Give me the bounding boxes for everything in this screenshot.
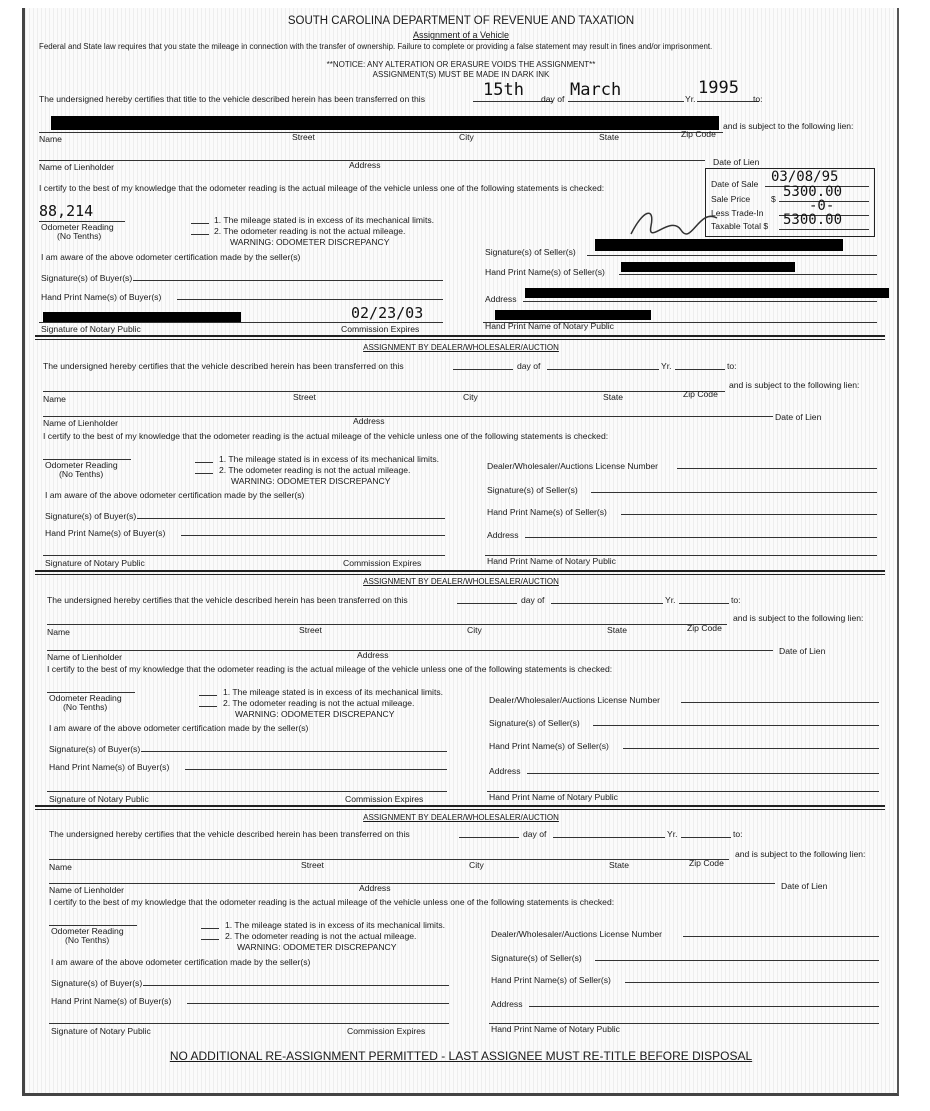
sig-sellers-field[interactable] xyxy=(593,725,879,726)
form-subtitle: Assignment of a Vehicle xyxy=(412,30,510,40)
aware-text: I am aware of the above odometer certification made by the seller(s) xyxy=(49,723,309,733)
sig-notary-label: Signature of Notary Public xyxy=(41,324,141,334)
sale-price-value: 5300.00 xyxy=(783,184,843,200)
checkbox-stmt2[interactable] xyxy=(191,234,209,235)
day-value: 15th xyxy=(483,80,524,100)
sig-sellers-field[interactable] xyxy=(595,960,879,961)
yr-label: Yr. xyxy=(665,595,676,605)
print-sellers-field[interactable] xyxy=(623,748,879,749)
city-label: City xyxy=(463,392,478,402)
date-of-sale-label: Date of Sale xyxy=(711,179,759,189)
date-of-lien-label: Date of Lien xyxy=(775,412,822,422)
month-field[interactable] xyxy=(553,837,665,838)
law-notice: Federal and State law requires that you state the mileage in connection with the transfer of ownership. Failure to complete or providing a false statement may result in fines and/or imprisonment. xyxy=(39,42,713,51)
day-field[interactable] xyxy=(459,837,519,838)
redacted-notary-signature xyxy=(43,312,241,322)
notary-signature-field[interactable] xyxy=(47,791,447,792)
to-label: to: xyxy=(733,829,743,839)
odometer-label: Odometer Reading xyxy=(49,693,122,703)
sig-buyers-label: Signature(s) of Buyer(s) xyxy=(45,511,137,521)
stmt2-text: 2. The odometer reading is not the actual mileage. xyxy=(219,465,411,475)
sig-sellers-label: Signature(s) of Seller(s) xyxy=(489,718,580,728)
lienholder-address-label: Address xyxy=(349,160,381,170)
certify-text: The undersigned hereby certifies that the vehicle described herein has been transferred on this xyxy=(47,595,408,605)
odometer-value: 88,214 xyxy=(39,202,94,220)
city-label: City xyxy=(459,132,474,142)
checkbox-stmt1[interactable] xyxy=(191,223,209,224)
certify-text: The undersigned hereby certifies that the vehicle described herein has been transferred on this xyxy=(49,829,410,839)
dealer-license-label: Dealer/Wholesaler/Auctions License Number xyxy=(489,695,660,705)
state-label: State xyxy=(603,392,624,402)
day-of-label: day of xyxy=(517,361,541,371)
lienholder-address-label: Address xyxy=(359,883,391,893)
sig-buyers-label: Signature(s) of Buyer(s) xyxy=(41,273,133,283)
state-label: State xyxy=(607,625,628,635)
warning-text: WARNING: ODOMETER DISCREPANCY xyxy=(230,237,390,247)
name-label: Name xyxy=(43,394,66,404)
redacted-buyer-address xyxy=(51,116,719,130)
commission-label: Commission Expires xyxy=(345,794,424,804)
odometer-cert-text: I certify to the best of my knowledge that the odometer reading is the actual mileage of the vehicle unless one of the following statements is checked: xyxy=(39,183,605,193)
redacted-seller-signature xyxy=(595,239,843,251)
commission-label: Commission Expires xyxy=(341,324,420,334)
lienholder-label: Name of Lienholder xyxy=(49,885,125,895)
dark-ink-notice: ASSIGNMENT(S) MUST BE MADE IN DARK INK xyxy=(372,70,550,79)
dealer-license-field[interactable] xyxy=(683,936,879,937)
commission-label: Commission Expires xyxy=(347,1026,426,1036)
print-buyers-label: Hand Print Name(s) of Buyer(s) xyxy=(45,528,166,538)
print-buyers-field[interactable] xyxy=(181,535,445,536)
stmt2-text: 2. The odometer reading is not the actual mileage. xyxy=(225,931,417,941)
warning-text: WARNING: ODOMETER DISCREPANCY xyxy=(231,476,391,486)
sig-buyers-field[interactable] xyxy=(137,518,445,519)
sale-price-dollar: $ xyxy=(771,194,776,204)
sig-buyers-field[interactable] xyxy=(141,751,447,752)
day-of-label: day of xyxy=(541,94,565,104)
dealer-license-label: Dealer/Wholesaler/Auctions License Number xyxy=(487,461,658,471)
print-buyers-label: Hand Print Name(s) of Buyer(s) xyxy=(41,292,162,302)
month-field[interactable] xyxy=(551,603,663,604)
year-value: 1995 xyxy=(698,78,739,98)
year-field[interactable] xyxy=(681,837,731,838)
print-buyers-label: Hand Print Name(s) of Buyer(s) xyxy=(51,996,172,1006)
year-field[interactable] xyxy=(675,369,725,370)
taxable-total-value: 5300.00 xyxy=(783,212,843,228)
dealer-heading: ASSIGNMENT BY DEALER/WHOLESALER/AUCTION xyxy=(363,577,559,586)
sig-buyers-label: Signature(s) of Buyer(s) xyxy=(51,978,143,988)
checkbox-stmt2[interactable] xyxy=(195,473,213,474)
seller-address-label: Address xyxy=(489,766,521,776)
odometer-cert-text: I certify to the best of my knowledge that the odometer reading is the actual mileage of the vehicle unless one of the following statements is checked: xyxy=(47,664,613,674)
agency-title: SOUTH CAROLINA DEPARTMENT OF REVENUE AND TAXATION xyxy=(287,15,635,27)
taxable-total-label: Taxable Total $ xyxy=(711,221,769,231)
zip-label: Zip Code xyxy=(683,389,718,399)
aware-text: I am aware of the above odometer certification made by the seller(s) xyxy=(45,490,305,500)
sig-notary-label: Signature of Notary Public xyxy=(51,1026,151,1036)
sig-buyers-field[interactable] xyxy=(143,985,449,986)
dealer-license-field[interactable] xyxy=(681,702,879,703)
to-label: to: xyxy=(731,595,741,605)
sig-notary-label: Signature of Notary Public xyxy=(45,558,145,568)
no-tenths-label: (No Tenths) xyxy=(59,469,104,479)
seller-address-field[interactable] xyxy=(525,537,877,538)
alteration-notice: **NOTICE: ANY ALTERATION OR ERASURE VOIDS THE ASSIGNMENT** xyxy=(326,60,596,69)
odometer-label: Odometer Reading xyxy=(41,222,114,232)
checkbox-stmt2[interactable] xyxy=(201,939,219,940)
to-label: to: xyxy=(727,361,737,371)
aware-text: I am aware of the above odometer certification made by the seller(s) xyxy=(41,252,301,262)
lienholder-label: Name of Lienholder xyxy=(47,652,123,662)
redacted-seller-name xyxy=(621,262,795,272)
lienholder-label: Name of Lienholder xyxy=(39,162,115,172)
name-label: Name xyxy=(49,862,72,872)
stmt2-text: 2. The odometer reading is not the actual mileage. xyxy=(223,698,415,708)
odometer-cert-text: I certify to the best of my knowledge that the odometer reading is the actual mileage of the vehicle unless one of the following statements is checked: xyxy=(49,897,615,907)
print-sellers-label: Hand Print Name(s) of Seller(s) xyxy=(489,741,609,751)
year-field[interactable] xyxy=(697,101,759,102)
section-divider xyxy=(35,570,885,575)
commission-label: Commission Expires xyxy=(343,558,422,568)
seller-address-label: Address xyxy=(491,999,523,1009)
redacted-seller-address xyxy=(525,288,889,298)
zip-label: Zip Code xyxy=(681,129,716,139)
lien-label: and is subject to the following lien: xyxy=(735,849,866,859)
print-notary-label: Hand Print Name of Notary Public xyxy=(491,1024,620,1034)
dealer-license-field[interactable] xyxy=(677,468,877,469)
seller-address-label: Address xyxy=(485,294,517,304)
print-notary-label: Hand Print Name of Notary Public xyxy=(489,792,618,802)
section-divider xyxy=(35,335,885,340)
day-field[interactable] xyxy=(453,369,513,370)
odometer-label: Odometer Reading xyxy=(45,460,118,470)
warning-text: WARNING: ODOMETER DISCREPANCY xyxy=(235,709,395,719)
print-sellers-label: Hand Print Name(s) of Seller(s) xyxy=(487,507,607,517)
certify-text: The undersigned hereby certifies that the vehicle described herein has been transferred on this xyxy=(43,361,404,371)
warning-text: WARNING: ODOMETER DISCREPANCY xyxy=(237,942,397,952)
to-label: to: xyxy=(753,94,763,104)
day-field[interactable] xyxy=(457,603,517,604)
checkbox-stmt1[interactable] xyxy=(201,928,219,929)
print-buyers-field[interactable] xyxy=(185,769,447,770)
sig-sellers-label: Signature(s) of Seller(s) xyxy=(491,953,582,963)
sig-sellers-label: Signature(s) of Seller(s) xyxy=(487,485,578,495)
aware-text: I am aware of the above odometer certification made by the seller(s) xyxy=(51,957,311,967)
lien-label: and is subject to the following lien: xyxy=(729,380,860,390)
trade-in-label: Less Trade-In xyxy=(711,208,764,218)
sig-notary-label: Signature of Notary Public xyxy=(49,794,149,804)
lien-label: and is subject to the following lien: xyxy=(733,613,864,623)
certify-text: The undersigned hereby certifies that title to the vehicle described herein has been transferred on this xyxy=(39,94,425,104)
final-notice: NO ADDITIONAL RE-ASSIGNMENT PERMITTED - LAST ASSIGNEE MUST RE-TITLE BEFORE DISPOSAL xyxy=(169,1049,753,1063)
checkbox-stmt1[interactable] xyxy=(199,695,217,696)
print-sellers-label: Hand Print Name(s) of Seller(s) xyxy=(491,975,611,985)
lienholder-address-label: Address xyxy=(357,650,389,660)
seller-address-field[interactable] xyxy=(529,1006,879,1007)
print-notary-label: Hand Print Name of Notary Public xyxy=(485,321,614,331)
redacted-notary-name xyxy=(495,310,651,320)
yr-label: Yr. xyxy=(667,829,678,839)
stmt1-text: 1. The mileage stated is in excess of its mechanical limits. xyxy=(219,454,440,464)
lienholder-label: Name of Lienholder xyxy=(43,418,119,428)
street-label: Street xyxy=(301,860,324,870)
print-buyers-field[interactable] xyxy=(187,1003,449,1004)
assignment-form xyxy=(22,8,899,1096)
sale-price-label: Sale Price xyxy=(711,194,751,204)
checkbox-stmt1[interactable] xyxy=(195,462,213,463)
trade-in-value: -0- xyxy=(809,198,835,214)
seller-signature-scribble xyxy=(625,204,725,238)
month-field[interactable] xyxy=(547,369,659,370)
name-label: Name xyxy=(39,134,62,144)
state-label: State xyxy=(609,860,630,870)
stmt1-text: 1. The mileage stated is in excess of its mechanical limits. xyxy=(223,687,444,697)
date-of-sale-value: 03/08/95 xyxy=(771,169,839,185)
odometer-cert-text: I certify to the best of my knowledge that the odometer reading is the actual mileage of the vehicle unless one of the following statements is checked: xyxy=(43,431,609,441)
section-divider xyxy=(35,805,885,810)
seller-address-label: Address xyxy=(487,530,519,540)
street-label: Street xyxy=(299,625,322,635)
date-of-lien-label: Date of Lien xyxy=(781,881,828,891)
yr-label: Yr. xyxy=(685,94,696,104)
print-sellers-field[interactable] xyxy=(625,982,879,983)
lienholder-address-label: Address xyxy=(353,416,385,426)
print-buyers-label: Hand Print Name(s) of Buyer(s) xyxy=(49,762,170,772)
zip-label: Zip Code xyxy=(689,858,724,868)
city-label: City xyxy=(469,860,484,870)
day-of-label: day of xyxy=(523,829,547,839)
commission-expires-value: 02/23/03 xyxy=(351,304,424,322)
print-notary-label: Hand Print Name of Notary Public xyxy=(487,556,616,566)
stmt2-text: 2. The odometer reading is not the actual mileage. xyxy=(214,226,406,236)
no-tenths-label: (No Tenths) xyxy=(65,935,110,945)
city-label: City xyxy=(467,625,482,635)
print-sellers-field[interactable] xyxy=(621,514,877,515)
month-field[interactable] xyxy=(568,101,684,102)
year-field[interactable] xyxy=(679,603,729,604)
dealer-heading: ASSIGNMENT BY DEALER/WHOLESALER/AUCTION xyxy=(363,813,559,822)
street-label: Street xyxy=(292,132,315,142)
print-sellers-label: Hand Print Name(s) of Seller(s) xyxy=(485,267,605,277)
lien-label: and is subject to the following lien: xyxy=(723,121,854,131)
no-tenths-label: (No Tenths) xyxy=(63,702,108,712)
sig-sellers-field[interactable] xyxy=(591,492,877,493)
stmt1-text: 1. The mileage stated is in excess of its mechanical limits. xyxy=(225,920,446,930)
dealer-heading: ASSIGNMENT BY DEALER/WHOLESALER/AUCTION xyxy=(363,343,559,352)
state-label: State xyxy=(599,132,620,142)
zip-label: Zip Code xyxy=(687,623,722,633)
notary-signature-field[interactable] xyxy=(49,1023,449,1024)
date-of-lien-label: Date of Lien xyxy=(779,646,826,656)
month-value: March xyxy=(570,80,622,100)
odometer-label: Odometer Reading xyxy=(51,926,124,936)
name-label: Name xyxy=(47,627,70,637)
no-tenths-label: (No Tenths) xyxy=(57,231,102,241)
notary-signature-field[interactable] xyxy=(43,555,445,556)
yr-label: Yr. xyxy=(661,361,672,371)
street-label: Street xyxy=(293,392,316,402)
sig-buyers-label: Signature(s) of Buyer(s) xyxy=(49,744,141,754)
stmt1-text: 1. The mileage stated is in excess of its mechanical limits. xyxy=(214,215,435,225)
day-of-label: day of xyxy=(521,595,545,605)
dealer-license-label: Dealer/Wholesaler/Auctions License Number xyxy=(491,929,662,939)
date-of-lien-label: Date of Lien xyxy=(713,157,760,167)
sig-sellers-label: Signature(s) of Seller(s) xyxy=(485,247,576,257)
seller-address-field[interactable] xyxy=(527,773,879,774)
checkbox-stmt2[interactable] xyxy=(199,706,217,707)
